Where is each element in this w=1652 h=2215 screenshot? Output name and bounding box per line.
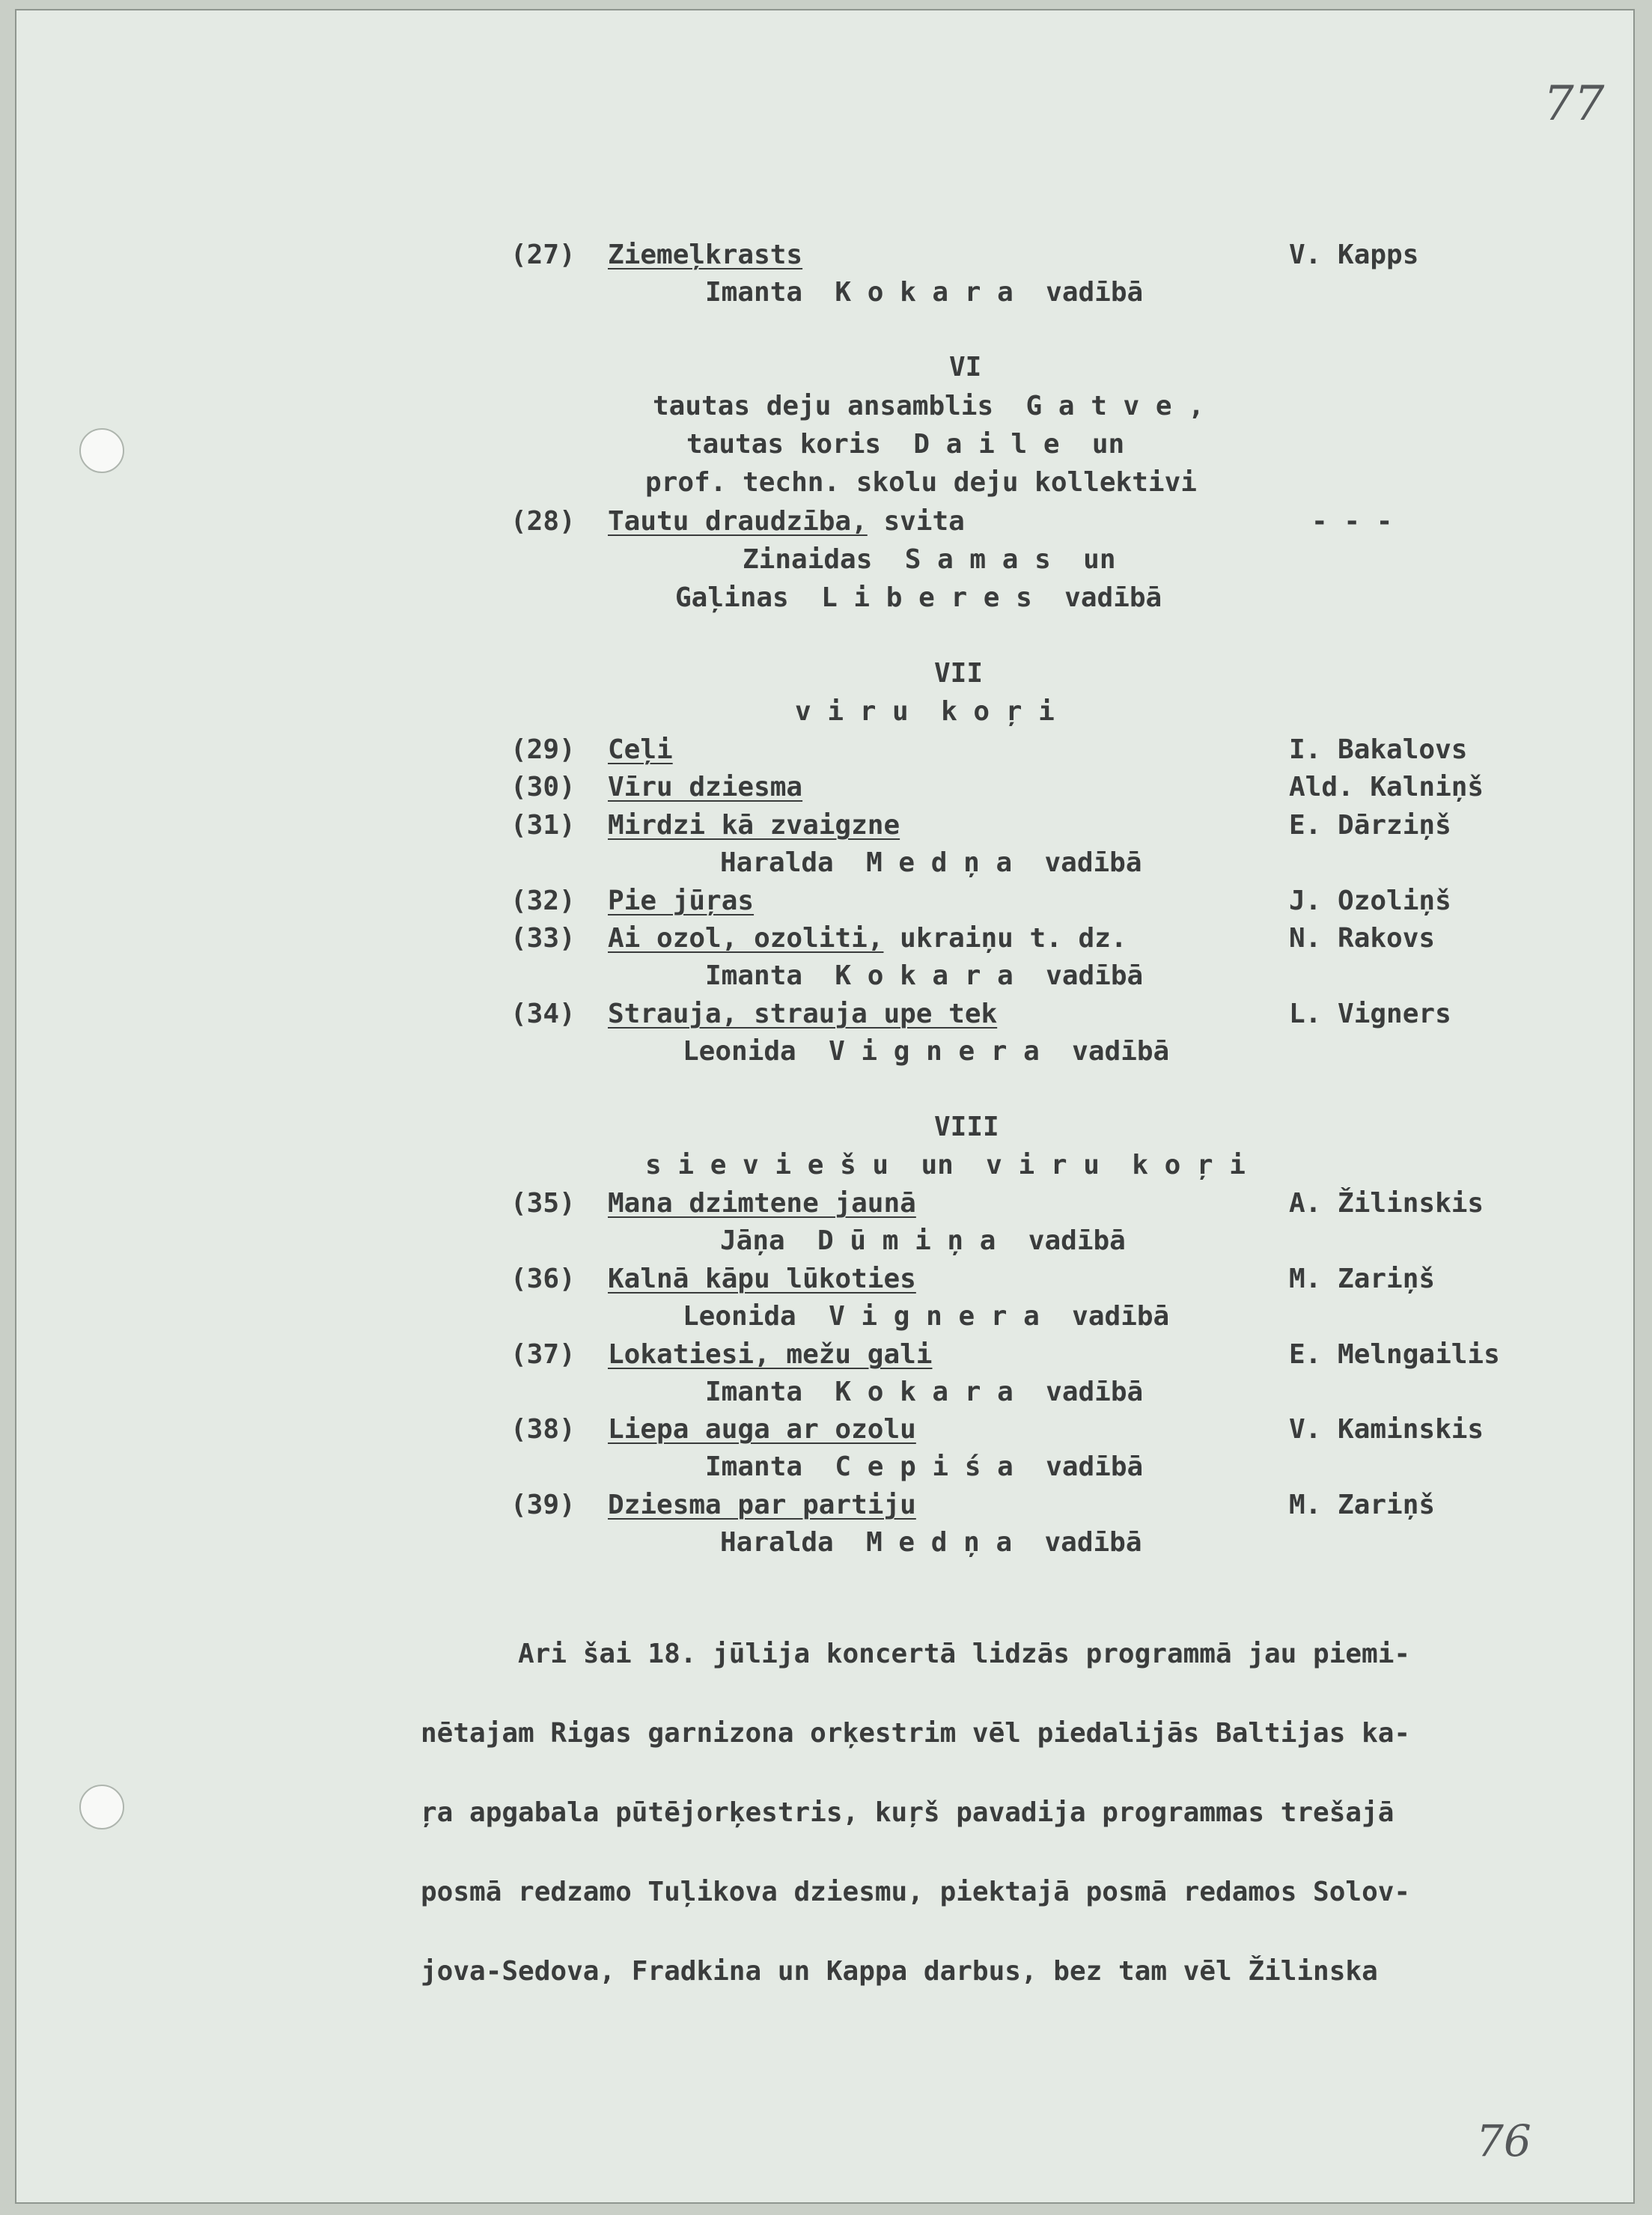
conductor: Haralda M e d ņ a vadībā [720,847,1142,878]
song-title: Kalnā kāpu lūkoties [608,1264,916,1294]
punch-hole [79,1785,124,1829]
conductor: Imanta C e p i ś a vadībā [705,1451,1144,1482]
composer: Ald. Kalniņš [1289,772,1484,802]
paragraph-line: ŗa apgabala pūtējorķestris, kuŗš pavadija programmas trešajā [421,1797,1395,1828]
composer: M. Zariņš [1289,1264,1436,1294]
section-roman-numeral: VII [934,658,984,689]
item-number: (27) [510,240,576,270]
conductor: Leonida V i g n e r a vadībā [683,1301,1170,1332]
punch-hole [79,428,124,473]
song-title: Ai ozol, ozoliti, [608,923,884,954]
conductor: Imanta K o k a r a vadībā [705,1377,1144,1407]
item-number: (38) [510,1414,576,1445]
paragraph-line: Ari šai 18. jūlija koncertā lidzās programmā jau piemi- [518,1639,1411,1669]
item-number: (29) [510,734,576,765]
conductor: Imanta K o k a r a vadībā [705,960,1144,991]
conductor: Jāņa D ū m i ņ a vadībā [720,1225,1126,1256]
song-subtitle: svita [867,506,965,537]
handwritten-page-number-bottom: 76 [1476,2115,1531,2166]
composer: A. Žilinskis [1289,1188,1484,1219]
item-number: (36) [510,1264,576,1294]
song-title: Mirdzi kā zvaigzne [608,810,900,841]
conductor: Gaļinas L i b e r e s vadībā [675,582,1162,613]
song-title-line [608,924,1127,954]
composer: - - - [1311,506,1393,537]
composer: V. Kaminskis [1289,1414,1484,1445]
composer: E. Melngailis [1289,1339,1500,1370]
song-title: Vīru dziesma [608,772,803,802]
song-title: Strauja, strauja upe tek [608,999,998,1029]
item-number: (37) [510,1339,576,1370]
song-title: Lokatiesi, mežu gali [608,1339,933,1370]
item-number: (28) [510,506,576,537]
item-number: (35) [510,1188,576,1219]
section-subtitle: v i r u k o ŗ i [795,696,1055,727]
document-page [15,9,1635,2204]
composer: I. Bakalovs [1289,734,1468,765]
song-title: Mana dzimtene jaunā [608,1188,916,1219]
item-number: (33) [510,923,576,954]
song-title: Ceļi [608,734,673,765]
composer: L. Vigners [1289,999,1451,1029]
section-line: prof. techn. skolu deju kollektivi [645,467,1197,498]
composer: N. Rakovs [1289,923,1436,954]
section-line: tautas koris D a i l e un [686,429,1125,460]
song-title: Tautu draudzība, [608,506,868,537]
paragraph-line: nētajam Rigas garnizona orķestrim vēl piedalijās Baltijas ka- [421,1718,1411,1749]
section-roman-numeral: VI [949,352,982,383]
section-subtitle: s i e v i e š u un v i r u k o ŗ i [645,1150,1246,1180]
handwritten-page-number: 77 [1543,76,1605,132]
composer: E. Dārziņš [1289,810,1451,841]
song-title: Pie jūŗas [608,886,755,916]
section-roman-numeral: VIII [934,1112,999,1142]
song-title-line [608,507,965,537]
song-subtitle: ukraiņu t. dz. [883,923,1127,954]
item-number: (31) [510,810,576,841]
conductor: Leonida V i g n e r a vadībā [683,1036,1170,1067]
conductor: Haralda M e d ņ a vadībā [720,1527,1142,1558]
song-title: Liepa auga ar ozolu [608,1414,916,1445]
composer: J. Ozoliņš [1289,886,1451,916]
item-number: (34) [510,999,576,1029]
section-line: tautas deju ansamblis G a t v e , [653,391,1204,421]
conductor: Zinaidas S a m a s un [743,544,1116,575]
item-number: (32) [510,886,576,916]
composer: M. Zariņš [1289,1490,1436,1520]
item-number: (39) [510,1490,576,1520]
paragraph-line: jova-Sedova, Fradkina un Kappa darbus, bez tam vēl Žilinska [421,1956,1378,1987]
song-title: Dziesma par partiju [608,1490,916,1520]
paragraph-line: posmā redzamo Tuļikova dziesmu, piektajā posmā redamos Solov- [421,1877,1411,1907]
item-number: (30) [510,772,576,802]
composer: V. Kapps [1289,240,1419,270]
song-title: Ziemeļkrasts [608,240,803,270]
conductor: Imanta K o k a r a vadībā [705,277,1144,308]
